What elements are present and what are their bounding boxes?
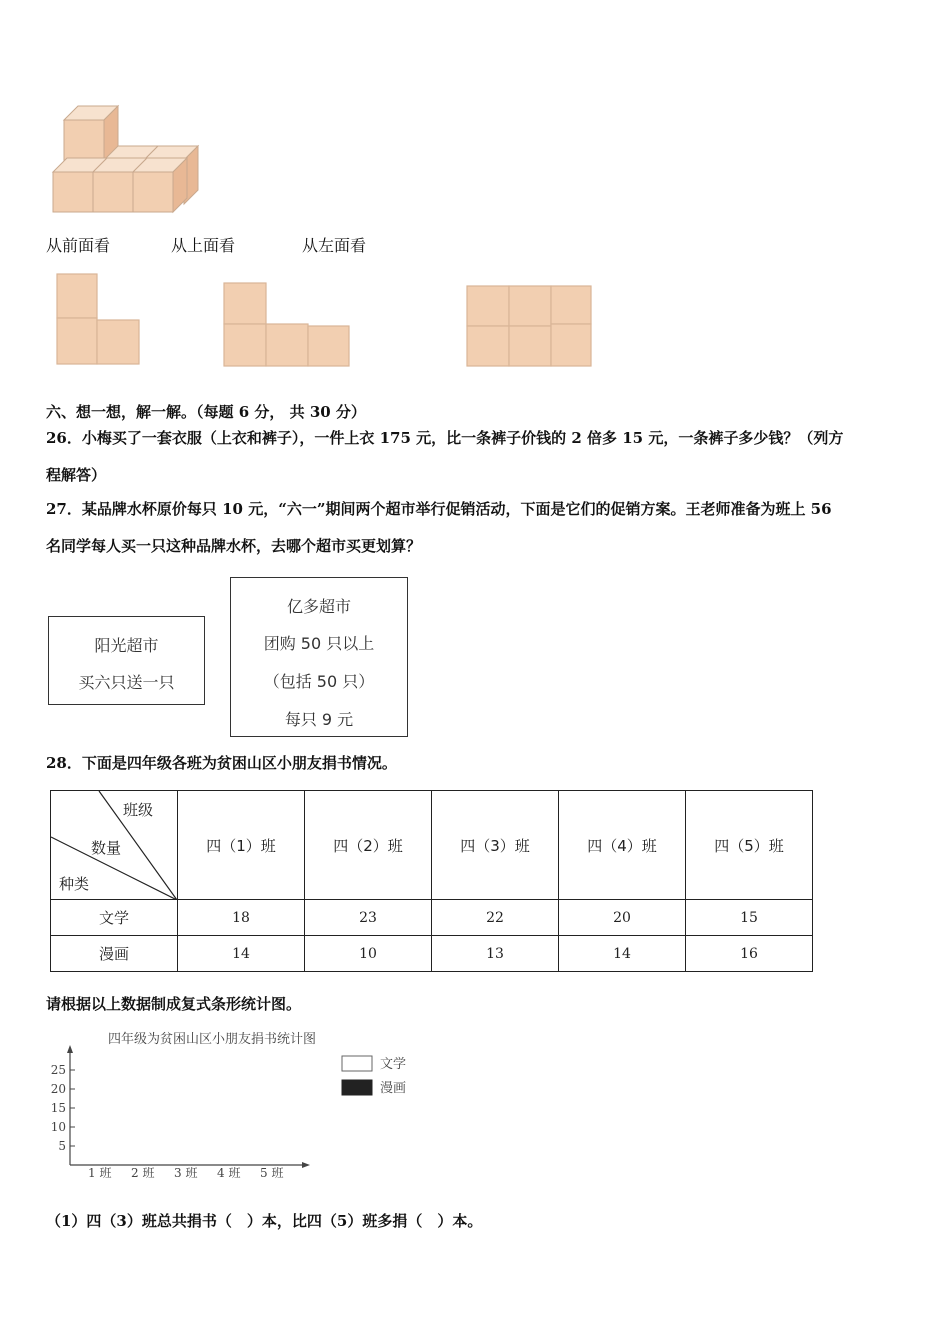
corner-class-label: 班级 [123,801,154,819]
table-row [51,900,813,936]
corner-quantity-label: 数量 [91,839,122,857]
table-cell: 13 [432,936,559,972]
table-cell: 10 [305,936,432,972]
q28-question1: （1）四（3）班总共捐书（ ）本，比四（5）班多捐（ ）本。 [46,1212,483,1230]
legend-label-literature: 文学 [380,1057,407,1072]
table-cell: 15 [686,900,813,936]
view-option-1 [55,272,145,368]
y-tick-label: 20 [50,1082,66,1096]
shop1-offer: 买六只送一只 [78,673,175,692]
x-category-label: 5 班 [260,1166,284,1180]
shop1-promo-box [48,616,205,705]
shop1-name: 阳光超市 [94,636,159,655]
q27-line2: 名同学每人买一只这种品牌水杯，去哪个超市买更划算？ [46,537,422,555]
table-row [51,936,813,972]
x-category-label: 1 班 [88,1166,112,1180]
y-tick-label: 25 [50,1063,66,1077]
q26-line2: 程解答） [46,466,107,484]
x-category-label: 4 班 [217,1166,241,1180]
table-cell: 18 [178,900,305,936]
shop2-line3: 每只 9 元 [284,710,354,729]
chart-title: 四年级为贫困山区小朋友捐书统计图 [108,1032,317,1047]
x-axis-arrow [302,1162,310,1168]
table-cell: 23 [305,900,432,936]
class-header: 四（1）班 [178,791,305,900]
shop2-promo-box [230,577,408,737]
section-heading: 六、想一想，解一解。（每题 6 分， 共 30 分） [46,403,366,421]
top-view-label: 从上面看 [171,236,236,255]
left-view-label: 从左面看 [302,236,367,255]
shop2-line2: （包括 50 只） [263,672,375,691]
y-tick-label: 10 [50,1120,66,1134]
y-axis-arrow [67,1045,73,1053]
front-view-label: 从前面看 [46,236,111,255]
x-category-label: 3 班 [174,1166,198,1180]
x-category-label: 2 班 [131,1166,155,1180]
class-header: 四（2）班 [305,791,432,900]
table-cell: 22 [432,900,559,936]
shop2-name: 亿多超市 [286,597,351,616]
donation-table [50,790,813,972]
q27-line1: 27．某品牌水杯原价每只 10 元，“六一”期间两个超市举行促销活动，下面是它们的促销方案。王老师准备为班上 56 [46,500,832,518]
table-cell: 20 [559,900,686,936]
cube-solid-figure [48,100,208,218]
row-label: 漫画 [51,936,178,972]
blank-bar-chart [40,1025,440,1185]
y-tick-label: 5 [58,1139,66,1153]
class-header: 四（5）班 [686,791,813,900]
class-header: 四（3）班 [432,791,559,900]
corner-type-label: 种类 [59,875,90,893]
view-option-2 [221,280,353,370]
legend-swatch-literature [342,1056,372,1071]
row-label: 文学 [51,900,178,936]
q26-line1: 26．小梅买了一套衣服（上衣和裤子），一件上衣 175 元，比一条裤子价钱的 2 倍多 15 元，一条裤子多少钱？（列方 [46,429,844,447]
q28-intro: 28．下面是四年级各班为贫困山区小朋友捐书情况。 [46,754,397,772]
legend-label-comics: 漫画 [380,1081,407,1096]
table-corner-cell [51,791,178,900]
table-cell: 16 [686,936,813,972]
table-cell: 14 [559,936,686,972]
legend-swatch-comics [342,1080,372,1095]
chart-instruction: 请根据以上数据制成复式条形统计图。 [46,995,302,1013]
table-cell: 14 [178,936,305,972]
view-option-3 [465,284,595,370]
shop2-line1: 团购 50 只以上 [263,634,375,653]
class-header: 四（4）班 [559,791,686,900]
y-tick-label: 15 [50,1101,66,1115]
